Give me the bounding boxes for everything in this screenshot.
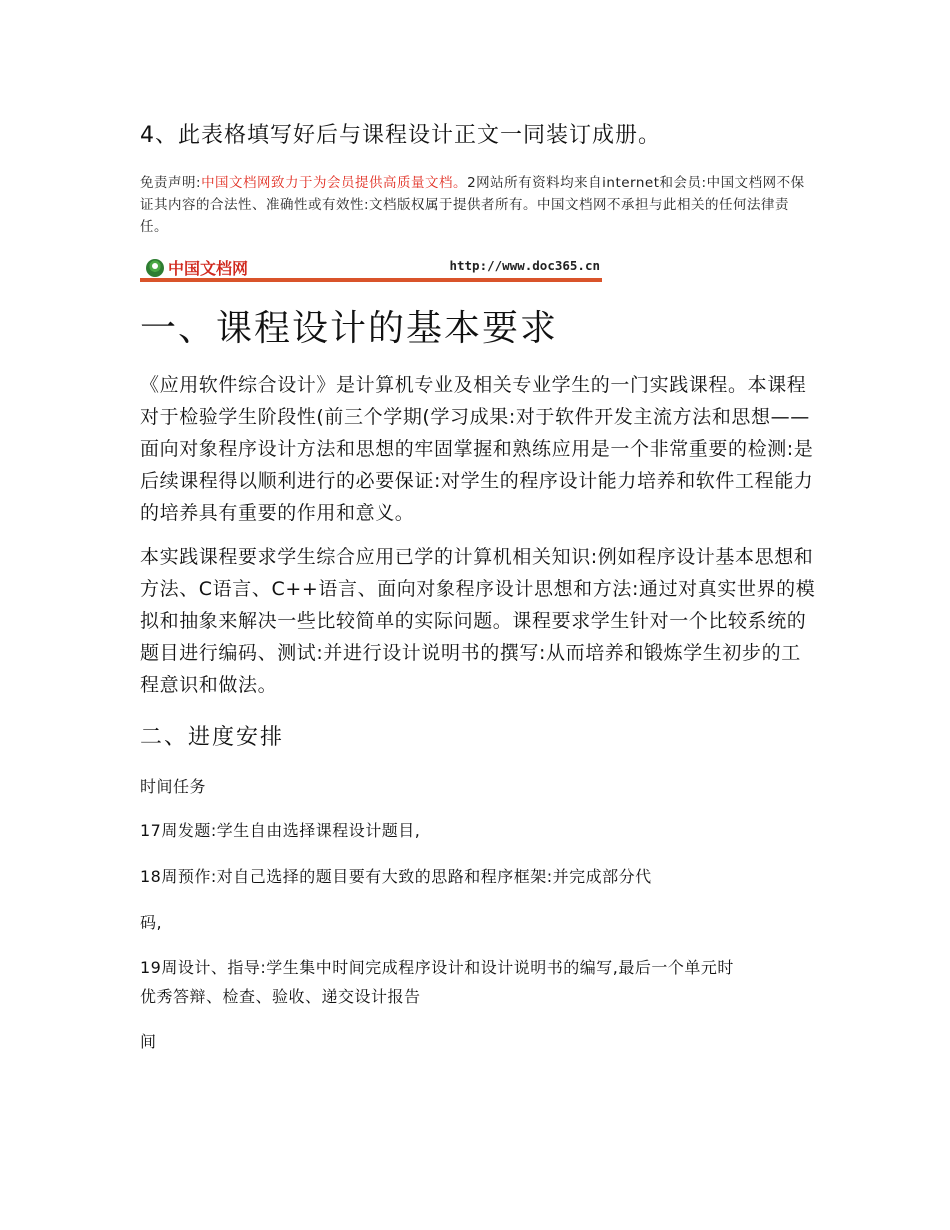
disclaimer-body: 2网站所有资料均来自internet和会员:中国文档网不保证其内容的合法性、准确性或有效性:文档版权属于提供者所有。中国文档网不承担与此相关的任何法律责任。 xyxy=(140,175,805,235)
section2-heading: 二、进度安排 xyxy=(140,725,285,750)
schedule-trailing: 间 xyxy=(140,1032,157,1051)
disclaimer xyxy=(140,172,810,238)
site-banner[interactable] xyxy=(140,254,602,282)
section1-heading: 一、课程设计的基本要求 xyxy=(140,308,559,349)
logo-text: 中国文档网 xyxy=(168,259,249,278)
section1-paragraph2: 本实践课程要求学生综合应用已学的计算机相关知识:例如程序设计基本思想和方法、C语言、C++语言、面向对象程序设计思想和方法:通过对真实世界的模拟和抽象来解决一些比较简单的实际问题。课程要求学生针对一个比较系统的题目进行编码、测试:并进行设计说明书的撰写:从而培养和锻炼学生初步的工程意识和做法。 xyxy=(140,546,816,696)
disclaimer-label: 免责声明: xyxy=(140,175,202,191)
schedule-week18-line2: 码, xyxy=(140,913,163,932)
schedule-header: 时间任务 xyxy=(140,777,207,796)
site-logo xyxy=(146,256,248,279)
schedule-week17: 17周发题:学生自由选择课程设计题目, xyxy=(140,821,421,840)
schedule-week18-line1: 18周预作:对自己选择的题目要有大致的思路和程序框架:并完成部分代 xyxy=(140,867,652,886)
schedule-week19-line1: 19周设计、指导:学生集中时间完成程序设计和设计说明书的编写,最后一个单元时 xyxy=(140,958,734,977)
section1-paragraph1: 《应用软件综合设计》是计算机专业及相关专业学生的一门实践课程。本课程对于检验学生阶段性(前三个学期(学习成果:对于软件开发主流方法和思想——面向对象程序设计方法和思想的牢固掌握和熟练应用是一个非常重要的检测:是后续课程得以顺利进行的必要保证:对学生的程序设计能力培养和软件工程能力的培养具有重要的作用和意义。 xyxy=(140,374,814,524)
logo-icon xyxy=(146,259,164,277)
site-url[interactable]: http://www.doc365.cn xyxy=(449,258,600,273)
instruction-line: 4、此表格填写好后与课程设计正文一同装订成册。 xyxy=(140,123,661,148)
schedule-week19-line2: 优秀答辩、检查、验收、递交设计报告 xyxy=(140,987,421,1006)
disclaimer-highlight: 中国文档网致力于为会员提供高质量文档。 xyxy=(201,175,468,191)
